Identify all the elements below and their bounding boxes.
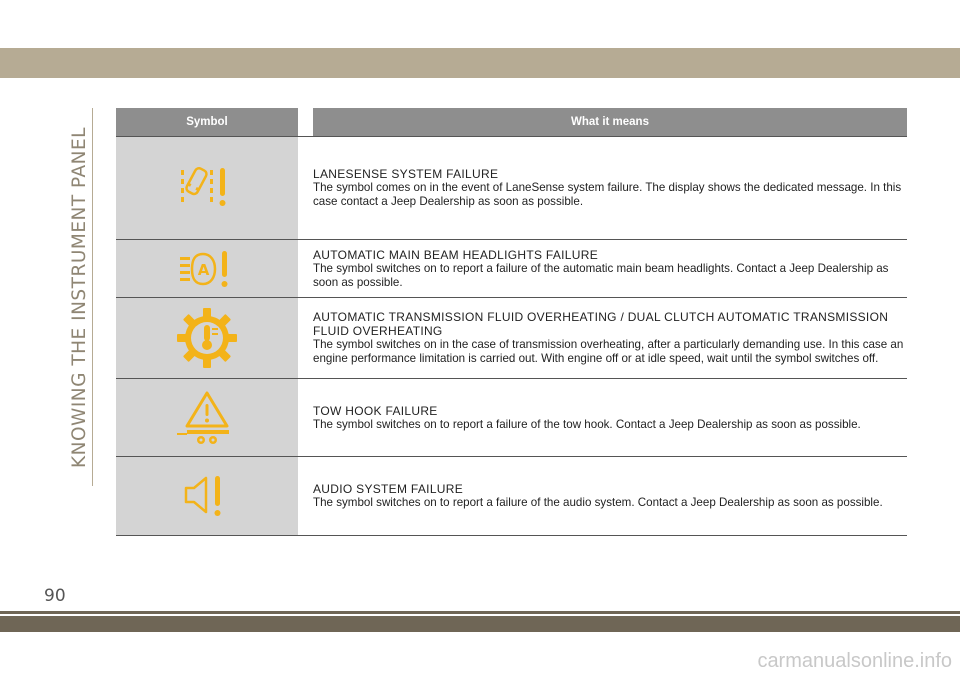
meaning-title: AUTOMATIC MAIN BEAM HEADLIGHTS FAILURE bbox=[313, 247, 598, 262]
meaning-title: TOW HOOK FAILURE bbox=[313, 403, 438, 418]
meaning-description: The symbol switches on to report a failure of the audio system. Contact a Jeep Dealership as soon as possible. bbox=[313, 496, 883, 509]
audio-system-failure-icon bbox=[182, 473, 232, 519]
footer-rule bbox=[0, 611, 960, 614]
table-row bbox=[116, 136, 907, 240]
meaning-description: The symbol switches on to report a failure of the automatic main beam headlights. Contact a Jeep Dealership as soon as possible. bbox=[313, 261, 889, 289]
meaning-cell bbox=[313, 137, 907, 239]
meaning-cell bbox=[313, 240, 907, 297]
symbol-cell bbox=[116, 379, 298, 456]
meaning-title: AUDIO SYSTEM FAILURE bbox=[313, 482, 464, 496]
table-row bbox=[116, 298, 907, 379]
svg-text:A: A bbox=[197, 260, 210, 279]
symbol-cell bbox=[116, 457, 298, 535]
meaning-title: AUTOMATIC TRANSMISSION FLUID OVERHEATING / DUAL CLUTCH AUTOMATIC TRANSMISSION FLUID OVERHEATING bbox=[313, 310, 889, 338]
symbol-table bbox=[116, 108, 907, 536]
transmission-overheat-icon bbox=[175, 306, 239, 370]
header-meaning: What it means bbox=[313, 108, 907, 136]
table-row bbox=[116, 240, 907, 298]
tow-hook-failure-icon bbox=[177, 390, 237, 446]
footer-band bbox=[0, 616, 960, 632]
header-symbol: Symbol bbox=[116, 108, 298, 136]
meaning-cell bbox=[313, 457, 907, 535]
lanesense-failure-icon bbox=[177, 164, 237, 212]
meaning-cell bbox=[313, 298, 907, 378]
meaning-title: LANESENSE SYSTEM FAILURE bbox=[313, 167, 499, 181]
table-header bbox=[116, 108, 907, 136]
table-row bbox=[116, 457, 907, 536]
symbol-cell bbox=[116, 137, 298, 239]
auto-high-beam-failure-icon bbox=[177, 249, 237, 289]
meaning-description: The symbol comes on in the event of LaneSense system failure. The display shows the dedicated message. In this case contact a Jeep Dealership as soon as possible. bbox=[313, 181, 902, 208]
meaning-description: The symbol switches on in the case of transmission overheating, after a particularly demanding use. In this case an engine performance limitation is carried out. With engine off or at idle speed, wait until the symbol switches off. bbox=[313, 338, 904, 365]
symbol-cell bbox=[116, 240, 298, 297]
symbol-cell bbox=[116, 298, 298, 378]
table-row bbox=[116, 379, 907, 457]
watermark: carmanualsonline.info bbox=[757, 650, 952, 672]
page-number: 90 bbox=[44, 586, 66, 606]
section-title-text: KNOWING THE INSTRUMENT PANEL bbox=[68, 126, 90, 468]
section-title-vertical bbox=[68, 108, 90, 486]
section-divider bbox=[92, 108, 93, 486]
header-band bbox=[0, 48, 960, 78]
meaning-description: The symbol switches on to report a failure of the tow hook. Contact a Jeep Dealership as soon as possible. bbox=[313, 417, 861, 431]
meaning-cell bbox=[313, 379, 907, 456]
